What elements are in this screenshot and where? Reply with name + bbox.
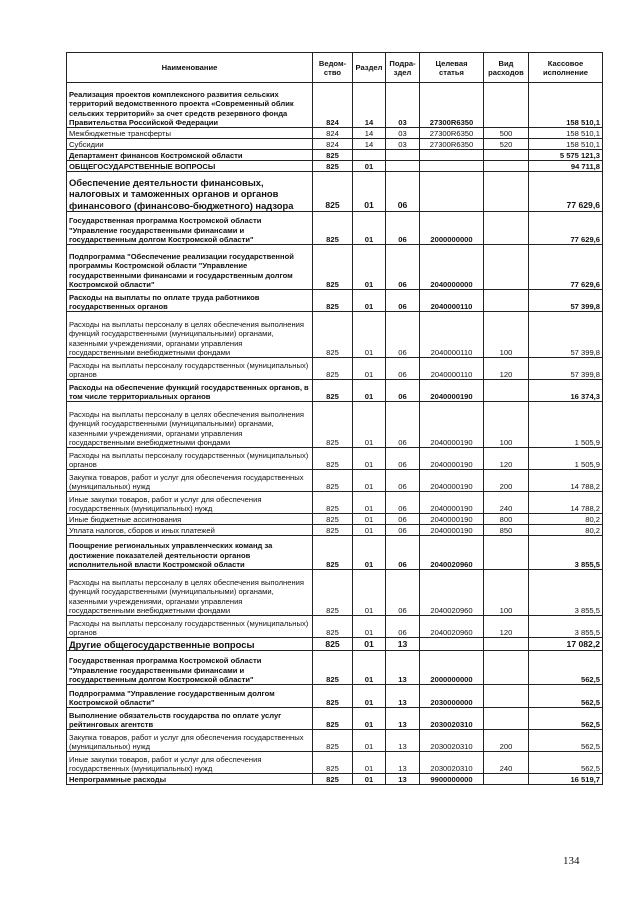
cell-section: 01 [353, 380, 386, 402]
cell-dept: 825 [313, 312, 353, 358]
cell-cash: 80,2 [529, 525, 603, 536]
cell-dept: 825 [313, 708, 353, 730]
cell-subsection: 06 [386, 492, 420, 514]
cell-subsection: 06 [386, 470, 420, 492]
cell-target: 2040000190 [420, 492, 484, 514]
cell-target: 2040020960 [420, 616, 484, 638]
cell-cash: 57 399,8 [529, 290, 603, 312]
cell-target [420, 161, 484, 172]
table-row [67, 245, 603, 290]
cell-subsection: 13 [386, 752, 420, 774]
cell-section: 01 [353, 402, 386, 448]
cell-target: 2040000190 [420, 525, 484, 536]
cell-name: Закупка товаров, работ и услуг для обеспечения государственных (муниципальных) нужд [67, 730, 313, 752]
table-row [67, 685, 603, 708]
cell-target: 27300R6350 [420, 83, 484, 128]
cell-cash: 94 711,8 [529, 161, 603, 172]
table-row [67, 730, 603, 752]
cell-dept: 825 [313, 212, 353, 245]
cell-exp-type: 520 [484, 139, 529, 150]
cell-name: Непрограммные расходы [67, 774, 313, 785]
cell-dept: 825 [313, 536, 353, 570]
cell-cash: 77 629,6 [529, 212, 603, 245]
cell-exp-type: 120 [484, 448, 529, 470]
cell-name: Уплата налогов, сборов и иных платежей [67, 525, 313, 536]
cell-subsection [386, 150, 420, 161]
cell-dept: 825 [313, 492, 353, 514]
table-row [67, 172, 603, 212]
cell-exp-type: 240 [484, 492, 529, 514]
cell-target: 9900000000 [420, 774, 484, 785]
cell-target: 2030020310 [420, 708, 484, 730]
cell-cash: 562,5 [529, 651, 603, 685]
cell-name: Другие общегосударственные вопросы [67, 638, 313, 651]
cell-subsection: 06 [386, 312, 420, 358]
cell-name: Государственная программа Костромской области "Управление государственными финансами и государственным долгом Костромской области" [67, 212, 313, 245]
cell-section: 01 [353, 525, 386, 536]
cell-dept: 825 [313, 651, 353, 685]
cell-subsection: 06 [386, 570, 420, 616]
table-row [67, 470, 603, 492]
cell-name: Расходы на выплаты персоналу государственных (муниципальных) органов [67, 358, 313, 380]
cell-subsection: 06 [386, 525, 420, 536]
cell-dept: 824 [313, 83, 353, 128]
cell-exp-type: 240 [484, 752, 529, 774]
table-row [67, 128, 603, 139]
cell-cash: 3 855,5 [529, 616, 603, 638]
cell-exp-type: 500 [484, 128, 529, 139]
cell-name: Поощрение региональных управленческих команд за достижение показателей деятельности органов исполнительной власти Костромской области [67, 536, 313, 570]
cell-dept: 824 [313, 139, 353, 150]
cell-section: 01 [353, 570, 386, 616]
cell-section: 01 [353, 685, 386, 708]
cell-name: Расходы на выплаты персоналу государственных (муниципальных) органов [67, 448, 313, 470]
cell-cash: 1 505,9 [529, 402, 603, 448]
cell-section: 01 [353, 245, 386, 290]
table-header-row [67, 53, 603, 83]
cell-target: 2040020960 [420, 536, 484, 570]
cell-dept: 824 [313, 128, 353, 139]
cell-dept: 825 [313, 245, 353, 290]
cell-exp-type [484, 212, 529, 245]
cell-dept: 825 [313, 638, 353, 651]
cell-cash: 14 788,2 [529, 492, 603, 514]
cell-target: 2030020310 [420, 730, 484, 752]
cell-subsection: 06 [386, 212, 420, 245]
cell-target: 2000000000 [420, 651, 484, 685]
cell-dept: 825 [313, 514, 353, 525]
cell-target: 2040000190 [420, 380, 484, 402]
cell-name: Государственная программа Костромской области "Управление государственными финансами и государственным долгом Костромской области" [67, 651, 313, 685]
cell-subsection: 03 [386, 128, 420, 139]
cell-cash: 16 374,3 [529, 380, 603, 402]
cell-name: Иные закупки товаров, работ и услуг для обеспечения государственных (муниципальных) нужд [67, 752, 313, 774]
cell-target: 2040000110 [420, 358, 484, 380]
cell-subsection: 06 [386, 536, 420, 570]
cell-cash: 77 629,6 [529, 172, 603, 212]
header-exp-type: Вид расходов [484, 53, 529, 83]
cell-cash: 3 855,5 [529, 570, 603, 616]
cell-dept: 825 [313, 616, 353, 638]
cell-cash: 80,2 [529, 514, 603, 525]
cell-subsection: 06 [386, 514, 420, 525]
cell-target: 2040000190 [420, 470, 484, 492]
cell-section: 01 [353, 161, 386, 172]
cell-exp-type: 200 [484, 730, 529, 752]
table-row [67, 150, 603, 161]
header-subsection: Подра-здел [386, 53, 420, 83]
cell-name: Закупка товаров, работ и услуг для обеспечения государственных (муниципальных) нужд [67, 470, 313, 492]
table-row [67, 380, 603, 402]
cell-exp-type: 100 [484, 570, 529, 616]
cell-target: 2040000190 [420, 514, 484, 525]
cell-target: 2040000190 [420, 402, 484, 448]
cell-section: 01 [353, 358, 386, 380]
cell-cash: 562,5 [529, 752, 603, 774]
cell-dept: 825 [313, 380, 353, 402]
table-row [67, 514, 603, 525]
cell-subsection: 06 [386, 380, 420, 402]
cell-section: 01 [353, 514, 386, 525]
cell-section: 01 [353, 752, 386, 774]
cell-cash: 3 855,5 [529, 536, 603, 570]
cell-cash: 562,5 [529, 685, 603, 708]
cell-dept: 825 [313, 161, 353, 172]
cell-dept: 825 [313, 358, 353, 380]
cell-section: 01 [353, 536, 386, 570]
cell-exp-type: 120 [484, 616, 529, 638]
cell-section: 01 [353, 448, 386, 470]
table-row [67, 570, 603, 616]
cell-subsection: 13 [386, 708, 420, 730]
cell-section: 01 [353, 470, 386, 492]
cell-name: Выполнение обязательств государства по оплате услуг рейтинговых агентств [67, 708, 313, 730]
cell-section: 01 [353, 730, 386, 752]
cell-name: Обеспечение деятельности финансовых, налоговых и таможенных органов и органов финансового (финансово-бюджетного) надзора [67, 172, 313, 212]
table-row [67, 448, 603, 470]
cell-exp-type: 200 [484, 470, 529, 492]
cell-target: 2000000000 [420, 212, 484, 245]
cell-section: 14 [353, 83, 386, 128]
cell-name: Департамент финансов Костромской области [67, 150, 313, 161]
table-row [67, 402, 603, 448]
budget-execution-table [66, 52, 603, 785]
cell-dept: 825 [313, 525, 353, 536]
cell-cash: 17 082,2 [529, 638, 603, 651]
header-target: Целевая статья [420, 53, 484, 83]
cell-dept: 825 [313, 685, 353, 708]
cell-section: 01 [353, 212, 386, 245]
table-row [67, 525, 603, 536]
cell-dept: 825 [313, 470, 353, 492]
cell-cash: 562,5 [529, 730, 603, 752]
page-number: 134 [563, 855, 580, 867]
cell-exp-type: 100 [484, 312, 529, 358]
cell-subsection: 13 [386, 774, 420, 785]
cell-section: 01 [353, 708, 386, 730]
cell-cash: 57 399,8 [529, 358, 603, 380]
cell-target [420, 150, 484, 161]
cell-exp-type [484, 685, 529, 708]
cell-cash: 57 399,8 [529, 312, 603, 358]
cell-target [420, 638, 484, 651]
table-row [67, 212, 603, 245]
cell-target: 2040000110 [420, 312, 484, 358]
cell-cash: 14 788,2 [529, 470, 603, 492]
table-row [67, 312, 603, 358]
table-row [67, 638, 603, 651]
table-body [67, 83, 603, 785]
cell-target: 2040000110 [420, 290, 484, 312]
cell-dept: 825 [313, 402, 353, 448]
cell-section: 01 [353, 290, 386, 312]
cell-name: Субсидии [67, 139, 313, 150]
cell-subsection: 13 [386, 638, 420, 651]
table-row [67, 536, 603, 570]
cell-dept: 825 [313, 150, 353, 161]
cell-name: Расходы на выплаты персоналу государственных (муниципальных) органов [67, 616, 313, 638]
cell-subsection: 06 [386, 402, 420, 448]
cell-target: 27300R6350 [420, 139, 484, 150]
cell-subsection: 06 [386, 172, 420, 212]
cell-exp-type [484, 172, 529, 212]
cell-cash: 158 510,1 [529, 83, 603, 128]
cell-section [353, 150, 386, 161]
cell-cash: 5 575 121,3 [529, 150, 603, 161]
cell-section: 01 [353, 774, 386, 785]
cell-exp-type: 800 [484, 514, 529, 525]
cell-exp-type [484, 83, 529, 128]
cell-target: 27300R6350 [420, 128, 484, 139]
cell-exp-type: 120 [484, 358, 529, 380]
table-row [67, 708, 603, 730]
cell-dept: 825 [313, 172, 353, 212]
cell-subsection: 06 [386, 290, 420, 312]
header-section: Раздел [353, 53, 386, 83]
cell-name: Иные бюджетные ассигнования [67, 514, 313, 525]
cell-cash: 562,5 [529, 708, 603, 730]
cell-subsection: 06 [386, 616, 420, 638]
cell-subsection: 06 [386, 245, 420, 290]
cell-cash: 1 505,9 [529, 448, 603, 470]
cell-exp-type [484, 638, 529, 651]
cell-section: 01 [353, 651, 386, 685]
cell-subsection: 03 [386, 139, 420, 150]
cell-dept: 825 [313, 752, 353, 774]
cell-subsection: 13 [386, 730, 420, 752]
cell-target [420, 172, 484, 212]
header-name: Наименование [67, 53, 313, 83]
cell-cash: 158 510,1 [529, 128, 603, 139]
cell-name: Подпрограмма "Управление государственным долгом Костромской области" [67, 685, 313, 708]
table-row [67, 774, 603, 785]
cell-exp-type [484, 150, 529, 161]
cell-section: 01 [353, 616, 386, 638]
cell-subsection: 13 [386, 685, 420, 708]
cell-section: 14 [353, 128, 386, 139]
cell-exp-type [484, 161, 529, 172]
cell-section: 01 [353, 312, 386, 358]
table-row [67, 492, 603, 514]
cell-dept: 825 [313, 290, 353, 312]
cell-target: 2030000000 [420, 685, 484, 708]
cell-subsection: 13 [386, 651, 420, 685]
cell-name: Расходы на обеспечение функций государственных органов, в том числе территориальных органов [67, 380, 313, 402]
table-row [67, 83, 603, 128]
cell-target: 2030020310 [420, 752, 484, 774]
cell-dept: 825 [313, 730, 353, 752]
cell-subsection: 06 [386, 358, 420, 380]
cell-dept: 825 [313, 570, 353, 616]
table-row [67, 616, 603, 638]
cell-target: 2040000190 [420, 448, 484, 470]
cell-section: 14 [353, 139, 386, 150]
table-row [67, 651, 603, 685]
cell-target: 2040000000 [420, 245, 484, 290]
cell-dept: 825 [313, 448, 353, 470]
table-row [67, 358, 603, 380]
cell-name: Реализация проектов комплексного развития сельских территорий ведомственного проекта «Современный облик сельских территорий» за счет средств резервного фонда Правительства Российской Федерации [67, 83, 313, 128]
cell-exp-type [484, 380, 529, 402]
cell-name: Подпрограмма "Обеспечение реализации государственной программы Костромской области "Управление государственными финансами и государственным долгом Костромской области" [67, 245, 313, 290]
cell-exp-type [484, 245, 529, 290]
cell-cash: 77 629,6 [529, 245, 603, 290]
cell-exp-type [484, 708, 529, 730]
cell-section: 01 [353, 492, 386, 514]
cell-section: 01 [353, 638, 386, 651]
cell-name: Расходы на выплаты по оплате труда работников государственных органов [67, 290, 313, 312]
cell-subsection [386, 161, 420, 172]
cell-cash: 16 519,7 [529, 774, 603, 785]
table-row [67, 290, 603, 312]
cell-target: 2040020960 [420, 570, 484, 616]
cell-section: 01 [353, 172, 386, 212]
cell-exp-type [484, 651, 529, 685]
cell-exp-type [484, 774, 529, 785]
cell-name: Расходы на выплаты персоналу в целях обеспечения выполнения функций государственными (муниципальными) органами, казенными учреждениями, органами управления государственными внебюджетными фондами [67, 570, 313, 616]
cell-dept: 825 [313, 774, 353, 785]
cell-cash: 158 510,1 [529, 139, 603, 150]
cell-subsection: 06 [386, 448, 420, 470]
header-cash: Кассовое исполнение [529, 53, 603, 83]
header-dept: Ведом-ство [313, 53, 353, 83]
cell-name: Расходы на выплаты персоналу в целях обеспечения выполнения функций государственными (муниципальными) органами, казенными учреждениями, органами управления государственными внебюджетными фондами [67, 402, 313, 448]
table-row [67, 752, 603, 774]
cell-name: ОБЩЕГОСУДАРСТВЕННЫЕ ВОПРОСЫ [67, 161, 313, 172]
cell-exp-type: 850 [484, 525, 529, 536]
table-row [67, 139, 603, 150]
cell-subsection: 03 [386, 83, 420, 128]
cell-name: Расходы на выплаты персоналу в целях обеспечения выполнения функций государственными (муниципальными) органами, казенными учреждениями, органами управления государственными внебюджетными фондами [67, 312, 313, 358]
cell-name: Межбюджетные трансферты [67, 128, 313, 139]
table-row [67, 161, 603, 172]
cell-exp-type [484, 536, 529, 570]
cell-exp-type [484, 290, 529, 312]
cell-name: Иные закупки товаров, работ и услуг для обеспечения государственных (муниципальных) нужд [67, 492, 313, 514]
cell-exp-type: 100 [484, 402, 529, 448]
